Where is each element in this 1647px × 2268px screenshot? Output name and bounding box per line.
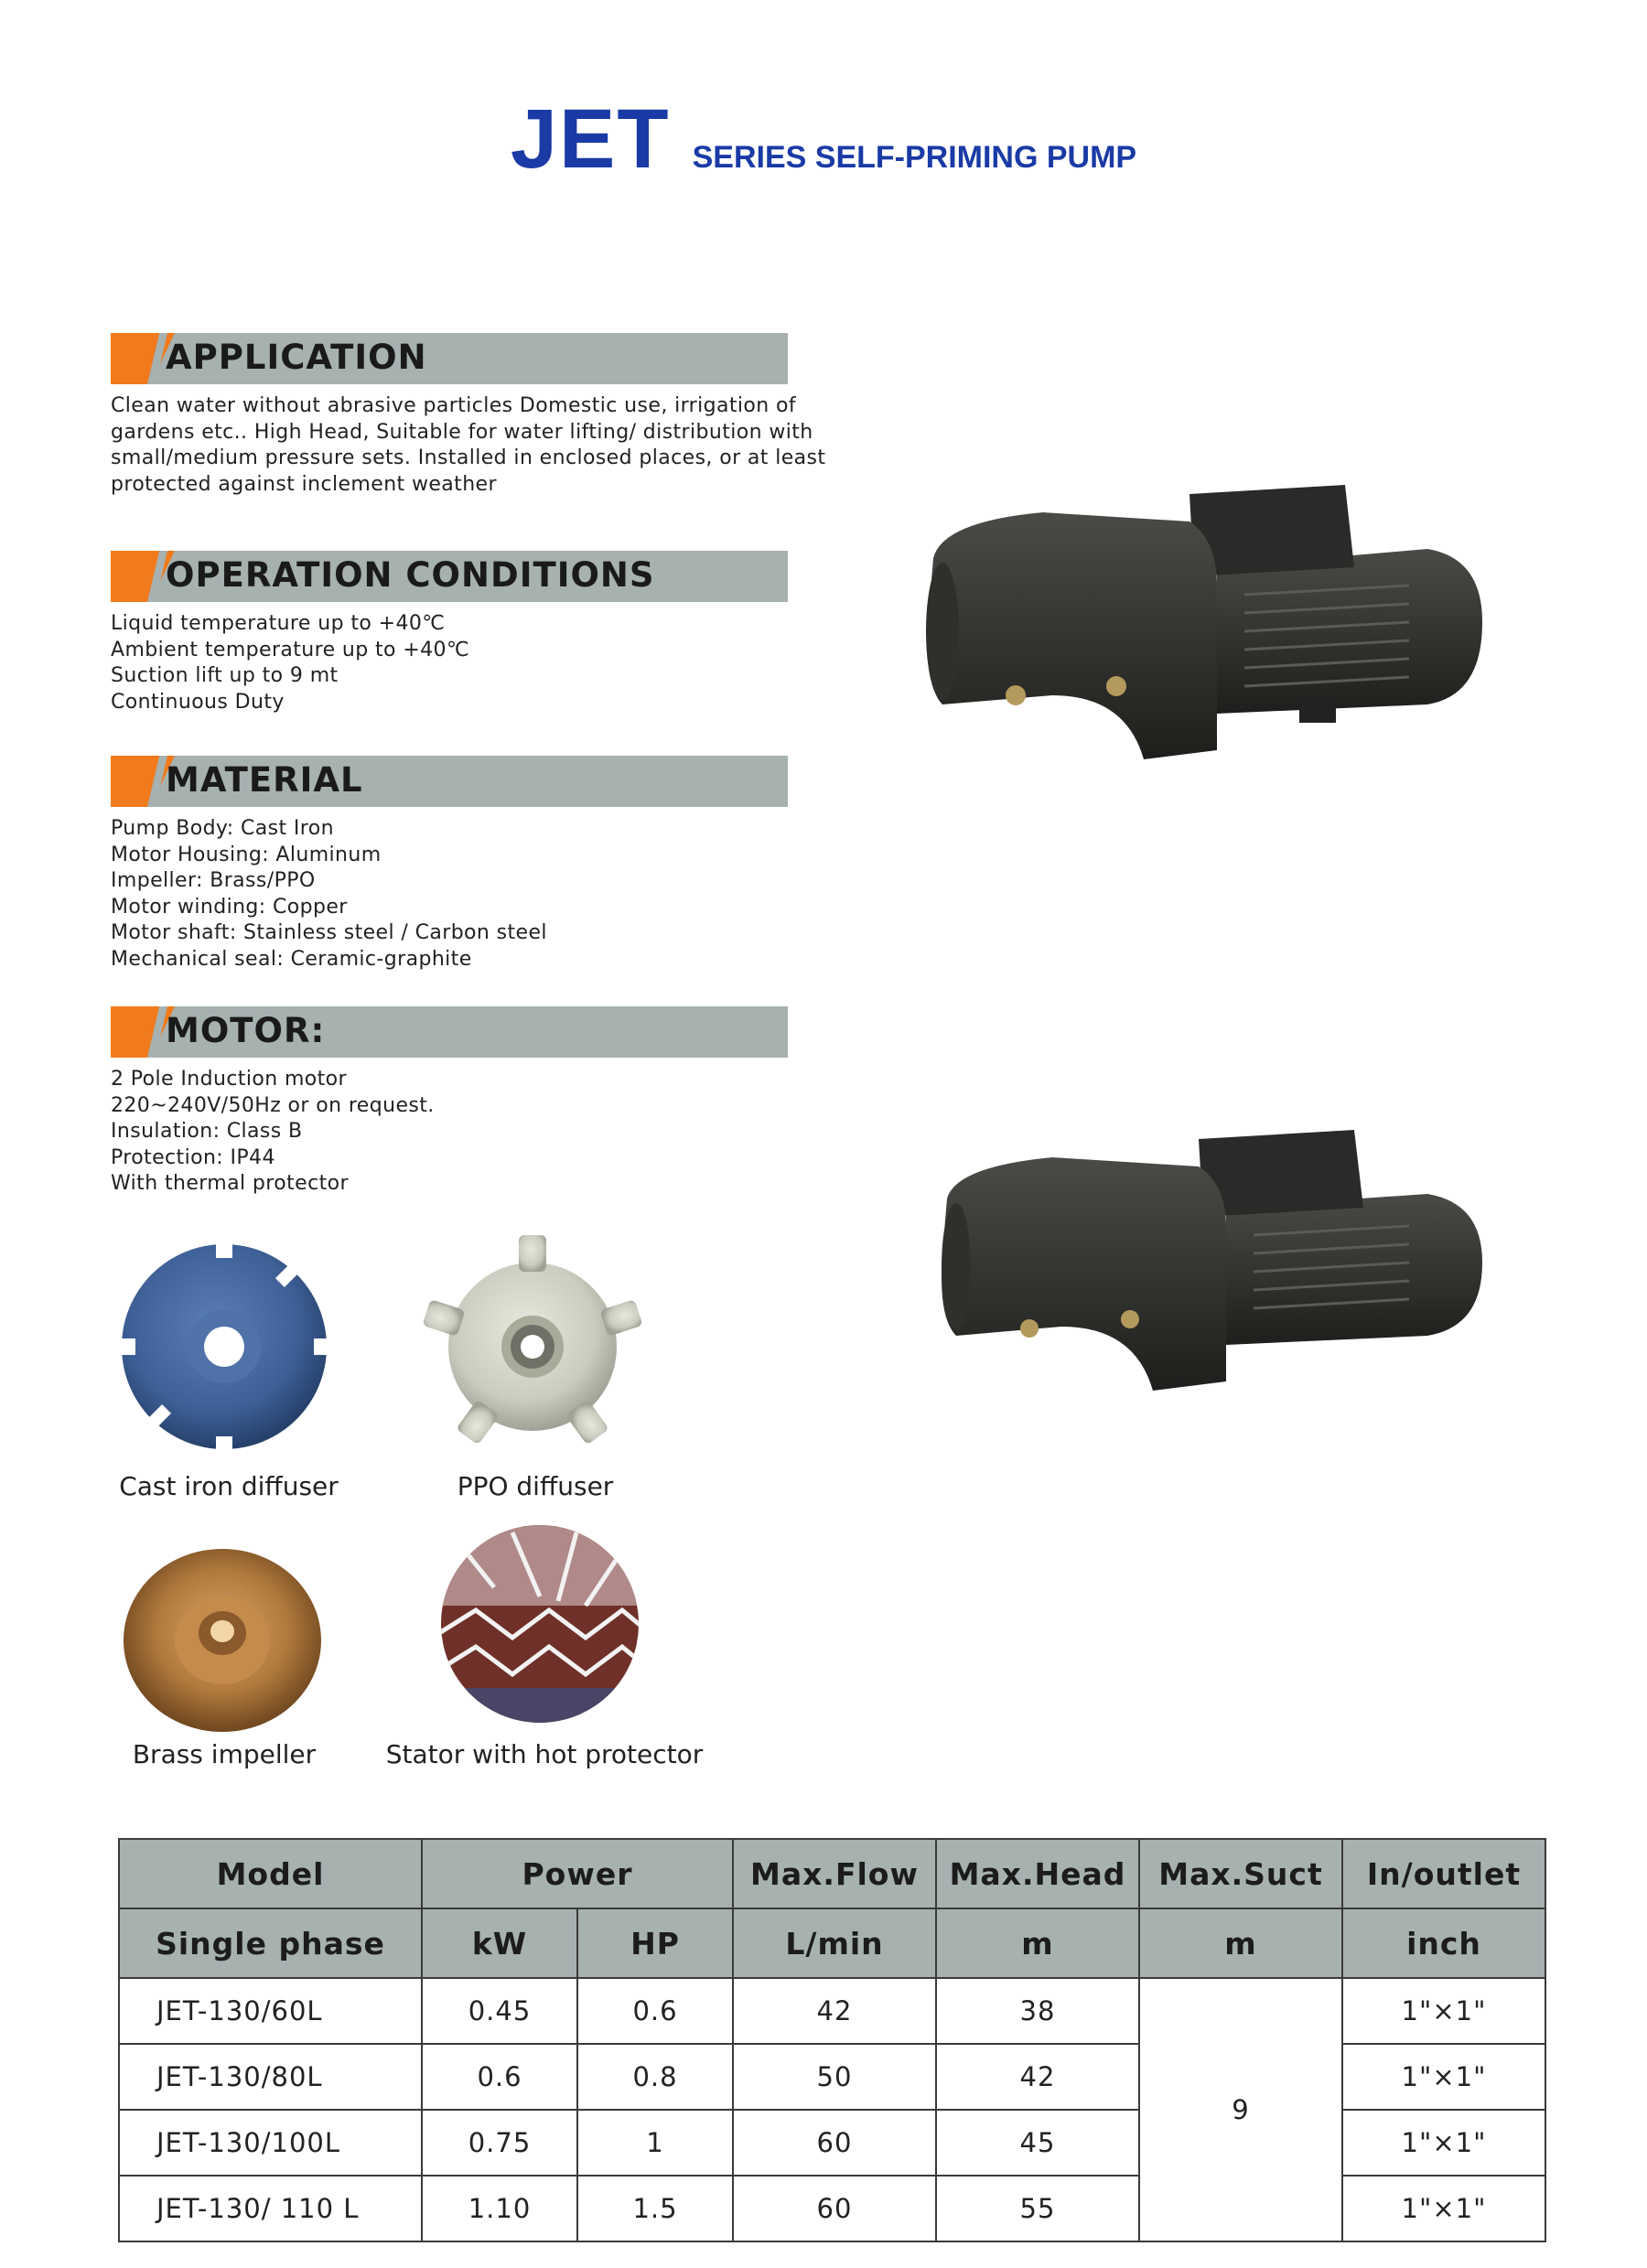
brass-impeller-image [117, 1542, 328, 1738]
cell-kw: 1.10 [422, 2176, 577, 2241]
section-header [111, 551, 788, 602]
col-unit-phase: Single phase [119, 1908, 422, 1978]
cell-kw: 0.6 [422, 2044, 577, 2110]
section-text: Clean water without abrasive particles Domestic use, irrigation of gardens etc.. High Head, Suitable for water lifting/ distribution with small/medium pressure sets. Installed in enclosed places, or at least protected against inclement weather [111, 394, 826, 496]
cell-inout: 1"×1" [1342, 2044, 1545, 2110]
cell-model: JET-130/60L [119, 1978, 422, 2044]
section-header [111, 333, 788, 384]
col-header-inout: In/outlet [1342, 1839, 1545, 1908]
cell-inout: 1"×1" [1342, 2176, 1545, 2241]
col-unit-kw: kW [422, 1908, 577, 1978]
col-header-flow: Max.Flow [733, 1839, 936, 1908]
cell-hp: 1.5 [577, 2176, 733, 2241]
col-header-model: Model [119, 1839, 422, 1908]
table-header-row [119, 1839, 1545, 1908]
spec-table [118, 1838, 1546, 2242]
title-main: JET [510, 92, 671, 186]
section-text: 2 Pole Induction motor 220~240V/50Hz or on request. Insulation: Class B Protection: IP44 With thermal protector [111, 1068, 435, 1195]
pump-image [915, 467, 1501, 814]
cell-flow: 60 [733, 2110, 936, 2176]
caption-stator: Stator with hot protector [385, 1739, 704, 1769]
cell-model: JET-130/80L [119, 2044, 422, 2110]
cell-flow: 50 [733, 2044, 936, 2110]
col-unit-inout: inch [1342, 1908, 1545, 1978]
cell-suct: 9 [1139, 1978, 1342, 2241]
caption-ppo-diffuser: PPO diffuser [457, 1471, 614, 1501]
section-application [111, 333, 826, 498]
cell-hp: 0.8 [577, 2044, 733, 2110]
section-material [111, 756, 788, 973]
col-header-suct: Max.Suct [1139, 1839, 1342, 1908]
cell-model: JET-130/100L [119, 2110, 422, 2176]
page-title [0, 91, 1647, 188]
cell-inout: 1"×1" [1342, 1978, 1545, 2044]
cell-hp: 0.6 [577, 1978, 733, 2044]
col-unit-hp: HP [577, 1908, 733, 1978]
section-heading: OPERATION CONDITIONS [166, 555, 655, 595]
caption-cast-iron-diffuser: Cast iron diffuser [119, 1471, 339, 1501]
stator-image [439, 1523, 640, 1725]
cell-kw: 0.75 [422, 2110, 577, 2176]
col-unit-suct: m [1139, 1908, 1342, 1978]
pump-image [933, 1116, 1501, 1427]
section-operation [111, 551, 788, 715]
col-unit-head: m [936, 1908, 1139, 1978]
section-heading: MOTOR: [166, 1011, 326, 1050]
table-row [119, 1978, 1545, 2044]
cell-inout: 1"×1" [1342, 2110, 1545, 2176]
cell-head: 55 [936, 2176, 1139, 2241]
cell-head: 45 [936, 2110, 1139, 2176]
cell-head: 38 [936, 1978, 1139, 2044]
cell-hp: 1 [577, 2110, 733, 2176]
cell-kw: 0.45 [422, 1978, 577, 2044]
section-heading: APPLICATION [166, 338, 427, 377]
table-unit-row [119, 1908, 1545, 1978]
ppo-diffuser-image [423, 1235, 642, 1459]
col-unit-flow: L/min [733, 1908, 936, 1978]
section-header [111, 756, 788, 807]
section-heading: MATERIAL [166, 760, 363, 800]
col-header-head: Max.Head [936, 1839, 1139, 1908]
col-header-power: Power [422, 1839, 733, 1908]
cell-flow: 60 [733, 2176, 936, 2241]
caption-brass-impeller: Brass impeller [132, 1739, 317, 1769]
cell-flow: 42 [733, 1978, 936, 2044]
section-text: Pump Body: Cast Iron Motor Housing: Aluminum Impeller: Brass/PPO Motor winding: Copper Motor shaft: Stainless steel / Carbon steel Mechanical seal: Ceramic-graphite [111, 817, 547, 971]
section-header [111, 1006, 788, 1058]
cell-head: 42 [936, 2044, 1139, 2110]
cast-iron-diffuser-image [117, 1240, 332, 1455]
cell-model: JET-130/ 110 L [119, 2176, 422, 2241]
section-text: Liquid temperature up to +40℃ Ambient temperature up to +40℃ Suction lift up to 9 mt Continuous Duty [111, 612, 470, 714]
title-sub: SERIES SELF-PRIMING PUMP [692, 140, 1137, 175]
section-motor [111, 1006, 788, 1198]
